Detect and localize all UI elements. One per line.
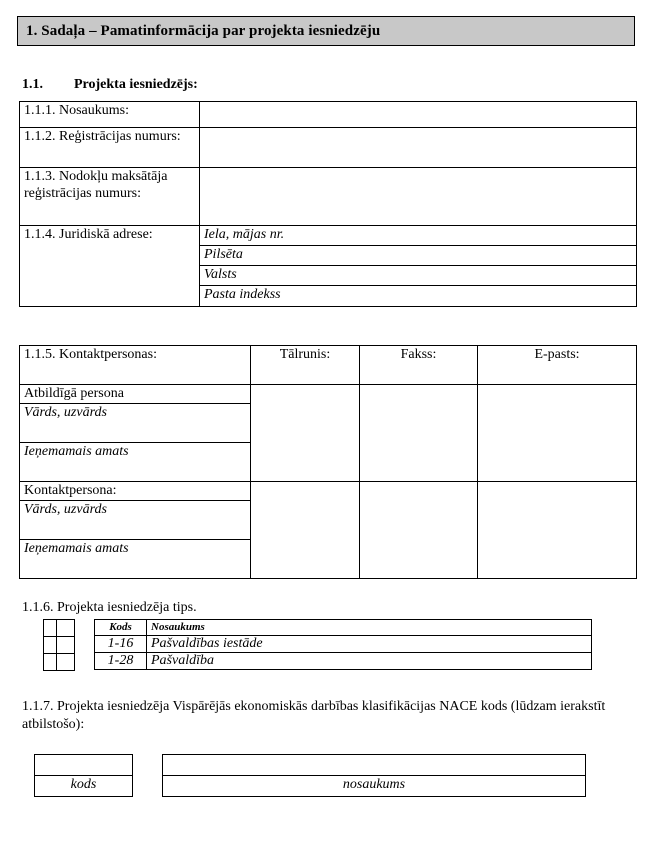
checkbox-cell[interactable]: [57, 620, 75, 637]
name-label: 1.1.1. Nosaukums:: [20, 102, 200, 128]
email-header: E-pasts:: [478, 346, 637, 385]
table-row: [20, 128, 637, 168]
nace-code-table: [34, 754, 133, 797]
nace-name-table: [162, 754, 586, 797]
contact-position-field[interactable]: Ieņemamais amats: [20, 540, 251, 579]
nace-code-label: kods: [35, 776, 133, 797]
table-row: [35, 755, 133, 776]
type-name-header: Nosaukums: [147, 620, 592, 636]
nace-title: 1.1.7. Projekta iesniedzēja Vispārējās ekonomiskās darbības klasifikācijas NACE kods (lūdzam ierakstīt atbilstošo):: [22, 699, 606, 732]
table-row: [20, 385, 637, 404]
address-label: 1.1.4. Juridiskā adrese:: [20, 226, 200, 307]
section-header: [17, 16, 635, 46]
checkbox-cell[interactable]: [44, 637, 57, 654]
contacts-header-label: 1.1.5. Kontaktpersonas:: [20, 346, 251, 385]
applicant-type-checkboxes: [43, 619, 75, 671]
table-row: [44, 637, 75, 654]
table-row: [20, 102, 637, 128]
contact-phone-input[interactable]: [251, 482, 360, 579]
applicant-heading-number: 1.1.: [22, 77, 43, 92]
type-1-28-checkbox[interactable]: [57, 654, 75, 671]
table-row: [95, 636, 592, 653]
type-name-cell: Pašvaldības iestāde: [147, 636, 592, 653]
table-row: [20, 346, 637, 385]
address-country-field[interactable]: Valsts: [200, 266, 637, 286]
responsible-person-title: Atbildīgā persona: [20, 385, 251, 404]
table-row: [44, 654, 75, 671]
type-code-cell: 1-28: [95, 653, 147, 670]
type-name-cell: Pašvaldība: [147, 653, 592, 670]
registration-number-input[interactable]: [200, 128, 637, 168]
responsible-fax-input[interactable]: [360, 385, 478, 482]
contact-person-title: Kontaktpersona:: [20, 482, 251, 501]
applicant-heading-text: Projekta iesniedzējs:: [74, 77, 198, 92]
table-row: [20, 482, 637, 501]
name-input[interactable]: [200, 102, 637, 128]
contacts-table: [19, 345, 637, 579]
address-postcode-field[interactable]: Pasta indekss: [200, 286, 637, 307]
type-code-header: Kods: [95, 620, 147, 636]
address-street-field[interactable]: Iela, mājas nr.: [200, 226, 637, 246]
tax-number-label: 1.1.3. Nodokļu maksātāja reģistrācijas numurs:: [20, 168, 200, 226]
applicant-heading: [22, 77, 198, 93]
responsible-position-field[interactable]: Ieņemamais amats: [20, 443, 251, 482]
fax-header: Fakss:: [360, 346, 478, 385]
applicant-type-title: 1.1.6. Projekta iesniedzēja tips.: [22, 600, 197, 615]
contact-email-input[interactable]: [478, 482, 637, 579]
table-row: [44, 620, 75, 637]
tax-number-input[interactable]: [200, 168, 637, 226]
table-row: [20, 168, 637, 226]
nace-code-input[interactable]: [35, 755, 133, 776]
nace-name-label: nosaukums: [163, 776, 586, 797]
type-1-16-checkbox[interactable]: [57, 637, 75, 654]
applicant-type-table: [94, 619, 592, 670]
address-city-field[interactable]: Pilsēta: [200, 246, 637, 266]
table-row: [95, 620, 592, 636]
contact-fax-input[interactable]: [360, 482, 478, 579]
section-title: 1. Sadaļa – Pamatinformācija par projekta iesniedzēju: [26, 23, 381, 39]
table-row: [163, 776, 586, 797]
table-row: [163, 755, 586, 776]
type-code-cell: 1-16: [95, 636, 147, 653]
table-row: [35, 776, 133, 797]
applicant-table: [19, 101, 637, 307]
responsible-email-input[interactable]: [478, 385, 637, 482]
phone-header: Tālrunis:: [251, 346, 360, 385]
checkbox-cell[interactable]: [44, 620, 57, 637]
nace-name-input[interactable]: [163, 755, 586, 776]
contact-name-field[interactable]: Vārds, uzvārds: [20, 501, 251, 540]
table-row: [95, 653, 592, 670]
table-row: [20, 226, 637, 246]
checkbox-cell[interactable]: [44, 654, 57, 671]
responsible-phone-input[interactable]: [251, 385, 360, 482]
responsible-name-field[interactable]: Vārds, uzvārds: [20, 404, 251, 443]
registration-number-label: 1.1.2. Reģistrācijas numurs:: [20, 128, 200, 168]
